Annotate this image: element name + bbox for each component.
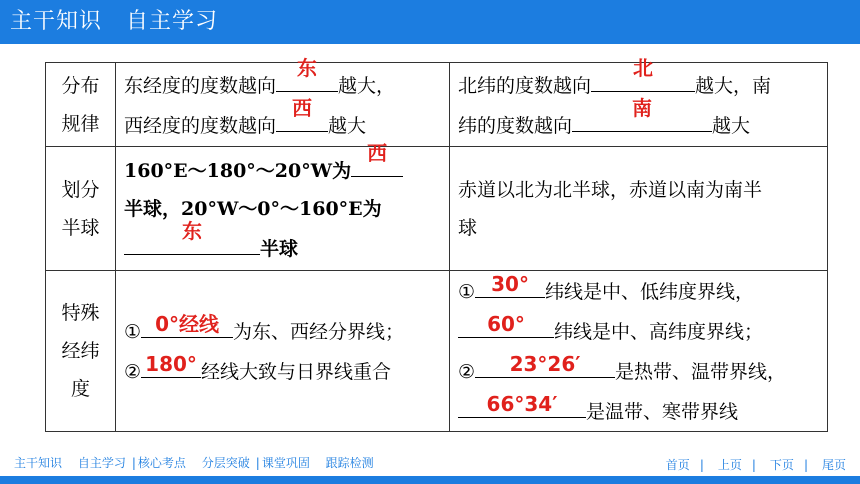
cell-text: 半球 [260, 237, 299, 260]
answer-text: 66°34′ [486, 392, 558, 416]
separator: | [131, 456, 136, 470]
next-page-link[interactable]: 下页 [769, 458, 794, 472]
cell-text: 纬的度数越向 [458, 114, 573, 137]
answer-text: 30° [491, 272, 529, 296]
answer-blank [458, 311, 554, 338]
answer-blank [124, 218, 260, 255]
table-row [46, 271, 828, 432]
answer-blank [141, 351, 201, 378]
table-cell [450, 271, 828, 432]
answer-text: 0°经线 [155, 312, 219, 336]
label-text: 度 [70, 378, 90, 400]
answer-text: 西 [367, 140, 388, 165]
cell-text: 越大，南 [695, 74, 772, 97]
nav-link-tracking-test[interactable]: 跟踪检测 [325, 456, 374, 470]
label-text: 分布 [61, 74, 100, 97]
title-subsection: 自主学习 [126, 9, 219, 34]
cell-text: 纬线是中、低纬度界线， [545, 281, 755, 303]
nav-link-classroom-review[interactable]: 课堂巩固 [261, 456, 310, 470]
answer-blank [351, 140, 403, 177]
label-text: 划分 [61, 178, 100, 201]
table-row [46, 147, 828, 271]
cell-text: ① [458, 281, 476, 303]
cell-text: 经线大致与日界线重合 [201, 361, 392, 383]
nav-link-self-study[interactable]: 自主学习 [77, 456, 126, 470]
cell-text: 是温带、寒带界线 [586, 401, 739, 423]
answer-text: 东 [297, 55, 318, 80]
separator: | [803, 458, 808, 472]
table-cell [450, 55, 828, 147]
row-label [46, 63, 116, 147]
first-page-link[interactable]: 首页 [665, 458, 690, 472]
answer-blank [276, 55, 338, 92]
answer-text: 西 [292, 95, 313, 120]
page-controls [656, 456, 846, 473]
answer-blank [475, 351, 615, 378]
row-label [46, 147, 116, 271]
section-links [14, 454, 376, 471]
label-text: 规律 [61, 112, 100, 135]
cell-text: 越大 [328, 114, 367, 137]
answer-text: 60° [487, 312, 525, 336]
label-text: 特殊 [61, 302, 100, 324]
prev-page-link[interactable]: 上页 [717, 458, 742, 472]
answer-blank [141, 311, 233, 338]
separator: | [751, 458, 756, 472]
cell-text: 为东、西经分界线； [233, 321, 405, 343]
cell-line [458, 391, 819, 431]
cell-text: 纬线是中、高纬度界线； [554, 321, 764, 343]
label-text: 半球 [61, 216, 100, 239]
footer-bar [0, 476, 860, 484]
answer-text: 180° [145, 352, 197, 376]
label-text: 经纬 [61, 340, 100, 362]
row-label [46, 271, 116, 432]
cell-text: 是热带、温带界线， [615, 361, 787, 383]
separator: | [255, 456, 260, 470]
cell-text: 半球，20°W～0°～160°E为 [124, 197, 382, 220]
answer-blank [458, 391, 586, 418]
answer-blank [475, 271, 545, 298]
answer-text: 北 [633, 55, 654, 80]
cell-text: 越大 [712, 114, 751, 137]
cell-text: ② [458, 361, 476, 383]
table-cell [116, 140, 450, 271]
cell-text: 赤道以北为北半球，赤道以南为南半 [458, 178, 763, 201]
cell-line [124, 140, 441, 190]
last-page-link[interactable]: 尾页 [821, 458, 846, 472]
answer-blank [276, 95, 328, 132]
cell-text: 西经度的度数越向 [124, 114, 277, 137]
nav-link-main-knowledge[interactable]: 主干知识 [14, 456, 63, 470]
cell-line [124, 351, 441, 391]
cell-text: 东经度的度数越向 [124, 74, 277, 97]
answer-text: 南 [632, 95, 653, 120]
cell-text: 球 [458, 216, 478, 239]
title-bar [0, 0, 860, 44]
content-table [45, 55, 828, 432]
cell-line [124, 218, 441, 268]
cell-text: 北纬的度数越向 [458, 74, 592, 97]
nav-link-layered-breakthrough[interactable]: 分层突破 [201, 456, 250, 470]
answer-text: 23°26′ [509, 352, 581, 376]
cell-text: 160°E～180°～20°W为 [124, 159, 352, 182]
nav-link-core-points[interactable]: 核心考点 [137, 456, 186, 470]
answer-blank [572, 95, 712, 132]
title-section: 主干知识 [10, 9, 103, 34]
cell-line [458, 95, 819, 145]
separator: | [699, 458, 704, 472]
answer-text: 东 [182, 218, 202, 243]
table-cell [116, 271, 450, 432]
table-row [46, 63, 828, 147]
cell-text: ① [124, 321, 142, 343]
table-cell [450, 147, 828, 271]
cell-text: ② [124, 361, 142, 383]
answer-blank [591, 55, 695, 92]
cell-text: 越大， [338, 74, 396, 97]
